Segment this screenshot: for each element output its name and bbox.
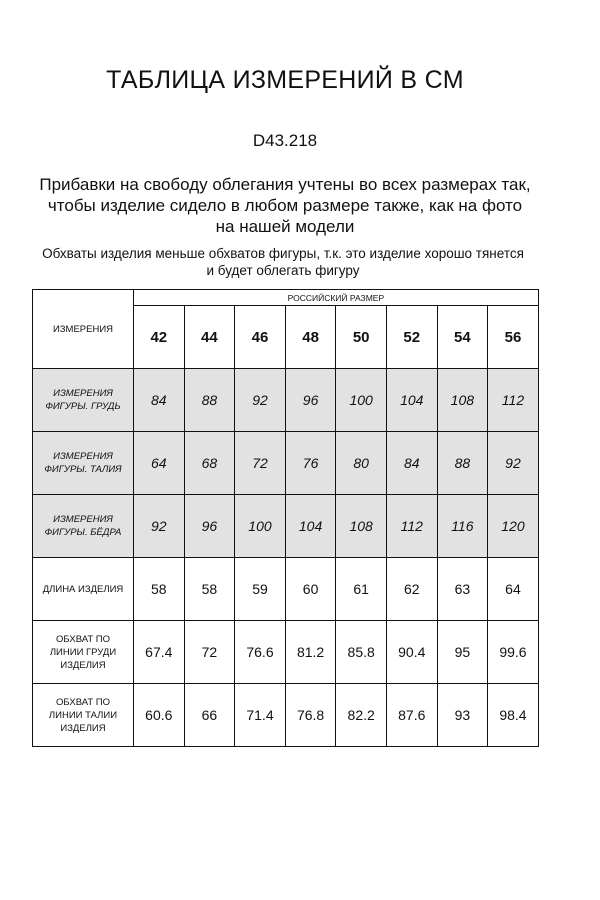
size-header-cell: 44 [184,306,235,369]
row-label [33,558,134,621]
row-label [33,432,134,495]
row-label-line: ИЗДЕЛИЯ [60,722,106,734]
size-header-cell: 50 [336,306,387,369]
table-cell: 90.4 [386,621,437,684]
table-cell: 58 [184,558,235,621]
row-label [33,621,134,684]
table-cell: 60.6 [134,684,185,747]
size-header-cell: 56 [488,306,539,369]
table-cell: 92 [235,369,286,432]
table-cell: 62 [386,558,437,621]
table-cell: 108 [437,369,488,432]
table-cell: 58 [134,558,185,621]
row-label [33,369,134,432]
row-label-line: ИЗМЕРЕНИЯ [53,388,113,399]
table-cell: 80 [336,432,387,495]
table-row [33,684,539,747]
fit-note-line: на нашей модели [215,217,355,236]
table-cell: 120 [488,495,539,558]
table-cell: 104 [386,369,437,432]
table-cell: 92 [134,495,185,558]
table-cell: 71.4 [235,684,286,747]
table-cell: 104 [285,495,336,558]
table-row [33,369,539,432]
table-cell: 100 [235,495,286,558]
table-cell: 88 [437,432,488,495]
table-cell: 63 [437,558,488,621]
size-header-cell: 48 [285,306,336,369]
row-label-line: ЛИНИИ ГРУДИ [49,646,117,658]
table-cell: 88 [184,369,235,432]
table-cell: 67.4 [134,621,185,684]
size-header-cell: 42 [134,306,185,369]
row-label-line: ФИГУРЫ. БЁДРА [44,527,122,538]
table-cell: 66 [184,684,235,747]
row-label-line: ФИГУРЫ. ТАЛИЯ [44,464,122,475]
table-cell: 64 [488,558,539,621]
table-cell: 84 [386,432,437,495]
table-cell: 82.2 [336,684,387,747]
table-cell: 112 [386,495,437,558]
table-cell: 95 [437,621,488,684]
table-row [33,432,539,495]
article-code: D43.218 [252,131,318,150]
table-cell: 72 [184,621,235,684]
row-label-line: ИЗДЕЛИЯ [60,659,106,671]
fit-note-line: Прибавки на свободу облегания учтены во всех размерах так, [39,175,531,194]
row-label-line: ИЗМЕРЕНИЯ [53,514,113,525]
table-cell: 108 [336,495,387,558]
table-cell: 76 [285,432,336,495]
table-cell: 99.6 [488,621,539,684]
page-title: ТАБЛИЦА ИЗМЕРЕНИЙ В СМ [106,66,464,94]
table-cell: 81.2 [285,621,336,684]
table-cell: 87.6 [386,684,437,747]
table-cell: 98.4 [488,684,539,747]
table-cell: 61 [336,558,387,621]
table-cell: 96 [184,495,235,558]
fit-note-line: чтобы изделие сидело в любом размере также, как на фото [47,196,523,215]
size-group-header: РОССИЙСКИЙ РАЗМЕР [134,290,539,306]
table-row [33,621,539,684]
row-label-line: ФИГУРЫ. ГРУДЬ [45,401,121,412]
table-cell: 59 [235,558,286,621]
table-cell: 84 [134,369,185,432]
table-cell: 112 [488,369,539,432]
stretch-note-line: и будет облегать фигуру [206,263,360,278]
table-cell: 116 [437,495,488,558]
measurements-header: ИЗМЕРЕНИЯ [33,290,134,369]
row-label-line: ОБХВАТ ПО [55,633,111,645]
table-cell: 68 [184,432,235,495]
table-cell: 76.8 [285,684,336,747]
size-header-cell: 46 [235,306,286,369]
table-row [33,558,539,621]
size-header-cell: 54 [437,306,488,369]
fit-note [30,174,540,237]
table-cell: 64 [134,432,185,495]
table-cell: 60 [285,558,336,621]
row-label [33,684,134,747]
row-label-line: ЛИНИИ ТАЛИИ [48,709,118,721]
stretch-note-line: Обхваты изделия меньше обхватов фигуры, т.к. это изделие хорошо тянется [42,246,524,261]
row-label-line: ИЗМЕРЕНИЯ [53,451,113,462]
table-cell: 93 [437,684,488,747]
table-cell: 85.8 [336,621,387,684]
table-cell: 92 [488,432,539,495]
row-label-line: ДЛИНА ИЗДЕЛИЯ [42,583,124,595]
table-cell: 96 [285,369,336,432]
stretch-note [28,245,538,279]
size-header-cell: 52 [386,306,437,369]
table-cell: 100 [336,369,387,432]
row-label [33,495,134,558]
row-label-line: ОБХВАТ ПО [55,696,111,708]
table-row [33,495,539,558]
table-cell: 72 [235,432,286,495]
table-cell: 76.6 [235,621,286,684]
size-table [32,289,539,747]
